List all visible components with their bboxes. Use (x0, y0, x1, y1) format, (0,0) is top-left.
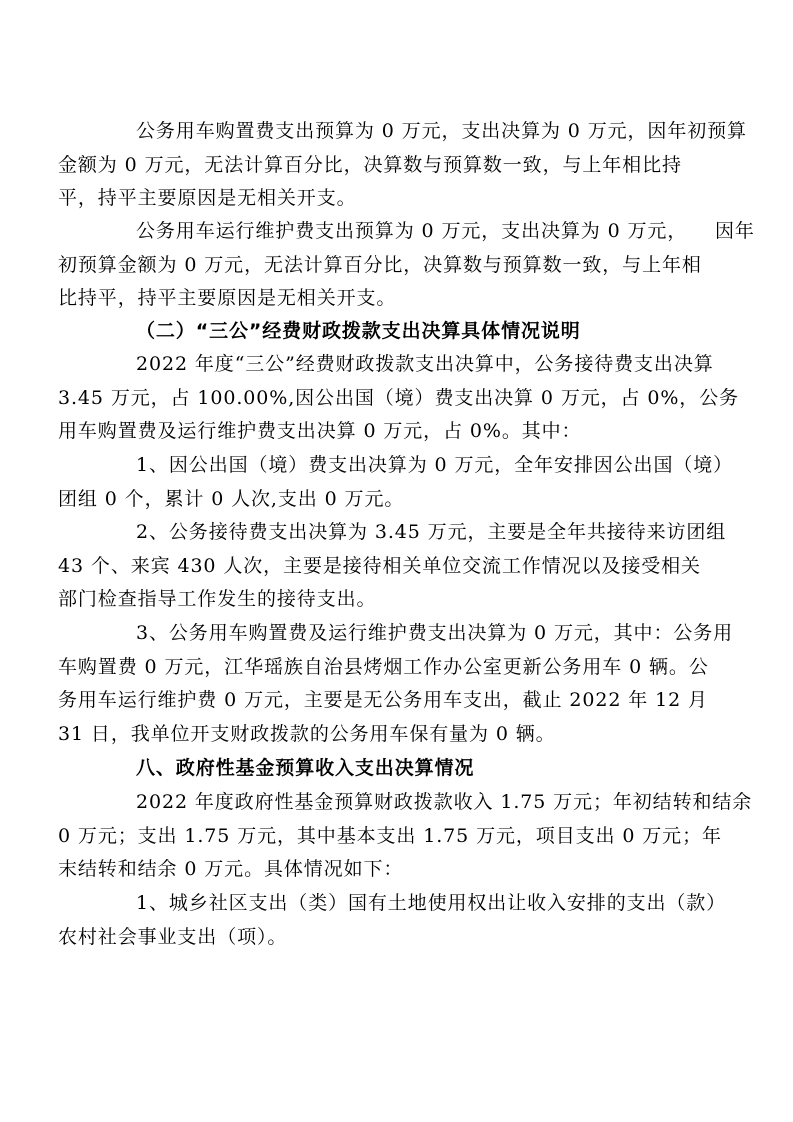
text-line: 末结转和结余 0 万元。具体情况如下： (58, 858, 404, 880)
paragraph-vehicle-maintenance (58, 215, 755, 316)
paragraph-three-public-summary (58, 348, 740, 449)
text-line: 2022 年度政府性基金预算财政拨款收入 1.75 万元；年初结转和结余 (136, 791, 753, 813)
paragraph-item-1-overseas (58, 449, 734, 516)
paragraph-vehicle-purchase (58, 115, 747, 216)
text-line: 团组 0 个，累计 0 人次,支出 0 万元。 (58, 487, 405, 510)
text-line: 公务用车购置费支出预算为 0 万元，支出决算为 0 万元，因年初预算 (136, 120, 747, 142)
text-line: 43 个、来宾 430 人次，主要是接待相关单位交流工作情况以及接受相关 (58, 554, 701, 577)
text-line: 31 日，我单位开支财政拨款的公务用车保有量为 0 辆。 (58, 722, 556, 745)
text-line: 3、公务用车购置费及运行维护费支出决算为 0 万元，其中：公务用 (136, 622, 734, 644)
text-line: 3.45 万元，占 100.00%,因公出国（境）费支出决算 0 万元，占 0%，公务 (58, 386, 740, 409)
text-line: 金额为 0 万元，无法计算百分比，决算数与预算数一致，与上年相比持 (58, 153, 682, 176)
text-line: 农村社会事业支出（项）。 (58, 925, 288, 948)
text-line: 0 万元；支出 1.75 万元，其中基本支出 1.75 万元，项目支出 0 万元；年 (58, 824, 722, 847)
paragraph-government-fund-summary (58, 786, 753, 887)
text-line: 初预算金额为 0 万元，无法计算百分比，决算数与预算数一致，与上年相 (58, 253, 702, 276)
heading-text: 八、政府性基金预算收入支出决算情况 (136, 757, 475, 779)
text-line: 2、公务接待费支出决算为 3.45 万元，主要是全年共接待来访团组 (136, 521, 727, 543)
paragraph-item-3-vehicles (58, 617, 734, 751)
text-line: 1、城乡社区支出（类）国有土地使用权出让收入安排的支出（款） (136, 892, 727, 914)
section-heading-three-public (97, 315, 713, 349)
text-line: 平，持平主要原因是无相关开支。 (58, 187, 357, 209)
text-line: 部门检查指导工作发生的接待支出。 (58, 588, 377, 610)
heading-text: （二）“三公”经费财政拨款支出决算具体情况说明 (136, 320, 581, 342)
paragraph-fund-item-1 (58, 887, 727, 954)
text-line: 车购置费 0 万元，江华瑶族自治县烤烟工作办公室更新公务用车 0 辆。公 (58, 655, 709, 678)
text-line: 比持平，持平主要原因是无相关开支。 (58, 287, 397, 309)
section-heading-government-fund (97, 752, 713, 786)
text-line: 用车购置费及运行维护费支出决算 0 万元，占 0%。其中： (58, 420, 582, 442)
text-line: 2022 年度“三公”经费财政拨款支出决算中，公务接待费支出决算 (136, 353, 714, 375)
text-line: 公务用车运行维护费支出预算为 0 万元，支出决算为 0 万元， 因年 (136, 220, 755, 242)
text-line: 务用车运行维护费 0 万元，主要是无公务用车支出，截止 2022 年 12 月 (58, 689, 708, 711)
text-line: 1、因公出国（境）费支出决算为 0 万元，全年安排因公出国（境） (136, 454, 734, 476)
paragraph-item-2-reception (58, 516, 727, 617)
